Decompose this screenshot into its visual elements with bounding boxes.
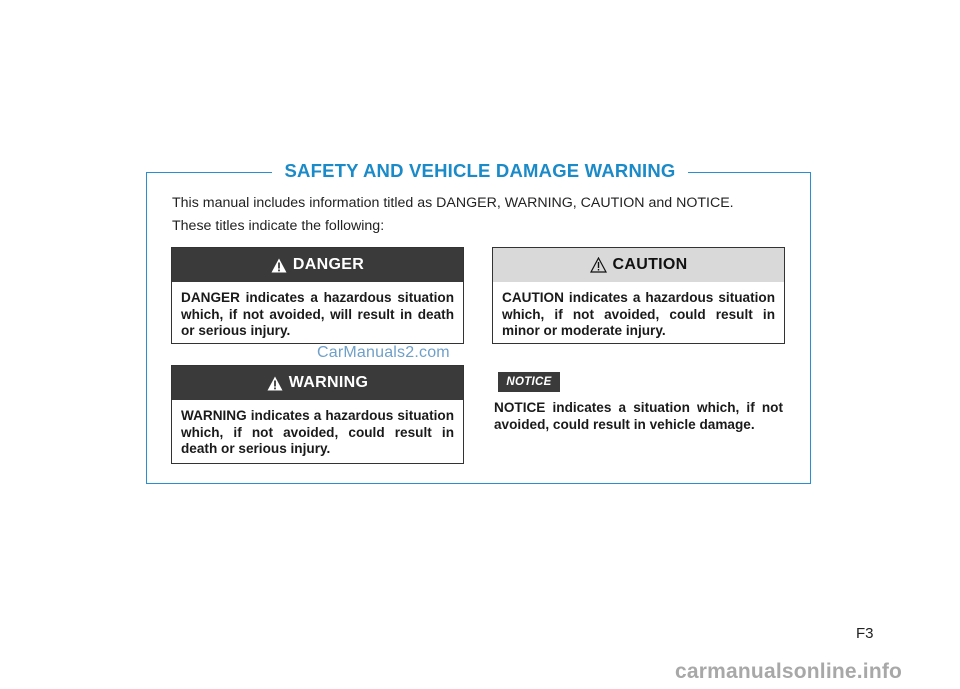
intro-text: [172, 192, 792, 238]
warning-triangle-outline-icon: [590, 257, 607, 273]
caution-header: [493, 248, 784, 282]
intro-line-2: These titles indicate the following:: [172, 218, 385, 234]
danger-text: DANGER indicates a hazardous situation which, if not avoided, will result in death or serious injury.: [181, 290, 454, 338]
warning-triangle-icon: [267, 376, 283, 391]
section-title: SAFETY AND VEHICLE DAMAGE WARNING: [272, 157, 688, 185]
notice-text: NOTICE indicates a situation which, if not avoided, could result in vehicle damage.: [494, 400, 783, 432]
danger-label: DANGER: [292, 256, 365, 273]
warning-box: [171, 365, 464, 464]
caution-box: [492, 247, 785, 344]
watermark-carmanuals2: CarManuals2.com: [317, 344, 450, 361]
caution-text: CAUTION indicates a hazardous situation which, if not avoided, could result in minor or moderate injury.: [502, 290, 775, 338]
intro-line-1: This manual includes information titled as DANGER, WARNING, CAUTION and NOTICE.: [172, 195, 734, 211]
danger-header: [172, 248, 463, 282]
danger-box: [171, 247, 464, 344]
warning-triangle-icon: [271, 258, 287, 273]
warning-header: [172, 366, 463, 400]
warning-text: WARNING indicates a hazardous situation which, if not avoided, could result in death or serious injury.: [181, 408, 454, 456]
page-number: F3: [856, 625, 874, 642]
watermark-carmanualsonline: carmanualsonline.info: [675, 660, 903, 683]
notice-badge: NOTICE: [498, 372, 560, 392]
warning-label: WARNING: [288, 374, 369, 391]
caution-label: CAUTION: [612, 256, 688, 273]
